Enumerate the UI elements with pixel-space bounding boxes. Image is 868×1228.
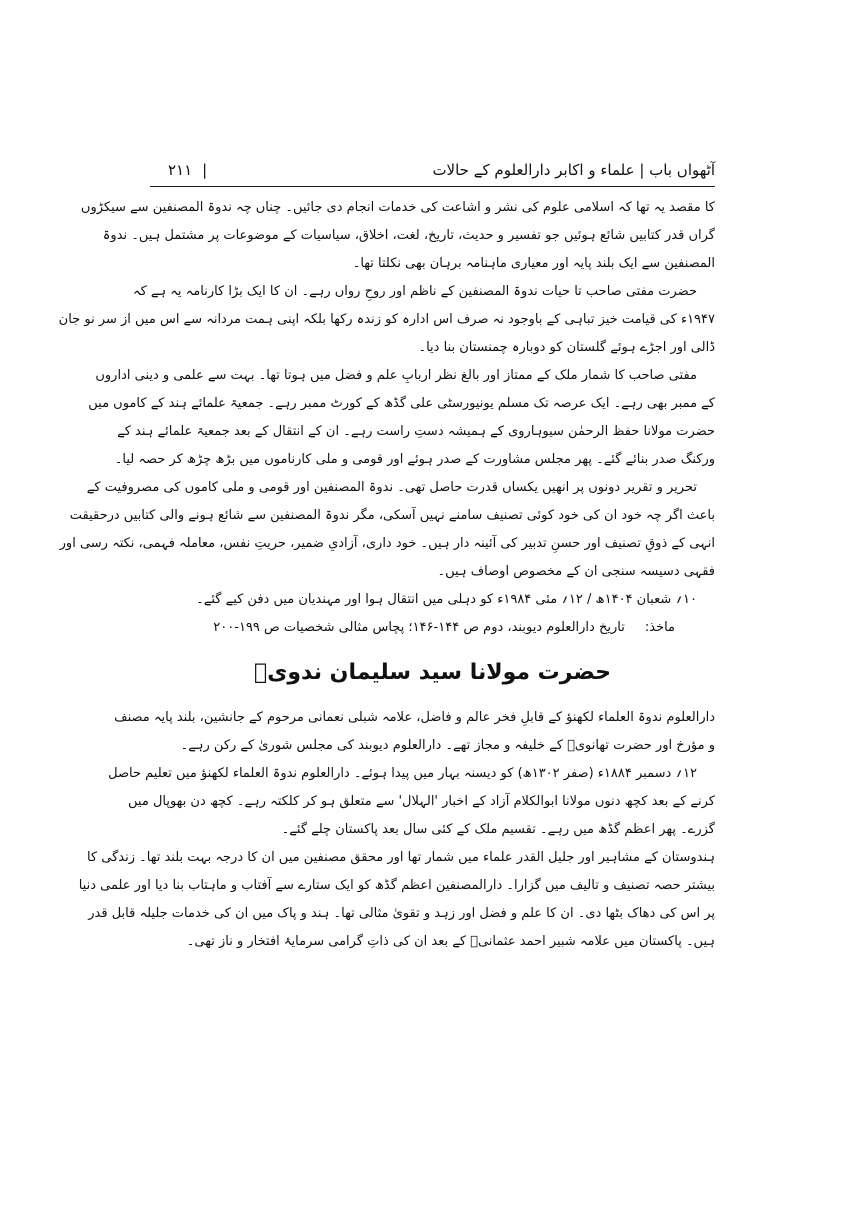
paragraph-1 bbox=[80, 194, 715, 278]
text-line: المصنفین سے ایک بلند پایہ اور معیاری ماہنامہ برہان بھی نکلتا تھا۔ bbox=[352, 256, 715, 271]
paragraph-8 bbox=[78, 844, 715, 956]
paragraph-7 bbox=[108, 760, 715, 844]
text-line: حضرت مولانا حفظ الرحمٰن سیوہاروی کے ہمیشہ دستِ راست رہے۔ ان کے انتقال کے بعد جمعیۃ علمائے ہند کے bbox=[117, 424, 715, 439]
text-line: تحریر و تقریر دونوں پر انھیں یکساں قدرت حاصل تھی۔ ندوۃ المصنفین اور قومی و ملی کاموں کی مصروفیت کے bbox=[86, 480, 697, 495]
paragraph-3 bbox=[88, 362, 715, 474]
header-rule bbox=[150, 186, 715, 187]
text-line: بیشتر حصہ تصنیف و تالیف میں گزارا۔ دارالمصنفین اعظم گڈھ کو ایک ستارے سے آفتاب و ماہتاب بنا دیا اور علمی دنیا bbox=[78, 878, 715, 893]
text-line: گزرے۔ پھر اعظم گڈھ میں رہے۔ تقسیم ملک کے کئی سال بعد پاکستان چلے گئے۔ bbox=[281, 822, 715, 837]
source-text: تاریخ دارالعلوم دیوبند، دوم ص ۱۴۴-۱۴۶؛ پچاس مثالی شخصیات ص ۱۹۹-۲۰۰ bbox=[213, 620, 625, 635]
text-line: پر اس کی دھاک بٹھا دی۔ ان کا علم و فضل اور زہد و تقویٰ مثالی تھا۔ ہند و پاک میں ان کی خدمات جلیلہ قابل قدر bbox=[88, 906, 715, 921]
section-heading: حضرت مولانا سید سلیمان ندویؒ bbox=[254, 660, 611, 685]
text-line: کرنے کے بعد کچھ دنوں مولانا ابوالکلام آزاد کے اخبار 'الہلال' سے متعلق ہو کر کلکتہ رہے۔ کچھ دن بھوپال میں bbox=[128, 794, 715, 809]
text-line: ہندوستان کے مشاہیر اور جلیل القدر علماء میں شمار تھا اور محقق مصنفین میں ان کا درجہ بہت بلند تھا۔ زندگی کا bbox=[86, 850, 715, 865]
text-line: کے ممبر بھی رہے۔ ایک عرصہ تک مسلم یونیورسٹی علی گڈھ کے کورٹ ممبر رہے۔ جمعیۃ علمائے ہند کے کاموں میں bbox=[88, 396, 715, 411]
text-line: مفتی صاحب کا شمار ملک کے ممتاز اور بالغ نظر اربابِ علم و فضل میں ہوتا تھا۔ بہت سے علمی و دینی اداروں bbox=[95, 368, 697, 383]
text-line: ۱۹۴۷ء کی قیامت خیز تباہی کے باوجود نہ صرف اس ادارہ کو زندہ رکھا بلکہ اپنی ہمت مردانہ سے اس میں از سر نو جان bbox=[58, 312, 715, 327]
text-line: دارالعلوم ندوۃ العلماء لکھنؤ کے قابلِ فخر عالم و فاضل، علامہ شبلی نعمانی مرحوم کے جانشین، بلند پایہ مصنف bbox=[114, 710, 715, 725]
text-line: ہیں۔ پاکستان میں علامہ شبیر احمد عثمانیؒ کے بعد ان کی ذاتِ گرامی سرمایۂ افتخار و ناز تھی۔ bbox=[186, 934, 715, 949]
text-line: انہی کے ذوقِ تصنیف اور حسنِ تدبیر کی آئینہ دار ہیں۔ خود داری، آزادیِ ضمیر، حریتِ نفس، معاملہ فہمی، نکتہ رسی اور bbox=[59, 536, 715, 551]
page-number: ۲۱۱ bbox=[168, 161, 193, 179]
text-line: ۱۰؍ شعبان ۱۴۰۴ھ / ۱۲؍ مئی ۱۹۸۴ء کو دہلی میں انتقال ہوا اور مہندیان میں دفن کیے گئے۔ bbox=[196, 592, 697, 607]
paragraph-5 bbox=[150, 586, 715, 614]
paragraph-4 bbox=[59, 474, 715, 586]
source-label: ماخذ: bbox=[644, 620, 675, 635]
text-line: باعث اگر چہ خود ان کی خود کوئی تصنیف سامنے نہیں آسکی، مگر ندوۃ المصنفین سے شائع ہونے والی کتابیں درحقیقت bbox=[69, 508, 715, 523]
page-body bbox=[58, 194, 715, 956]
running-header bbox=[150, 158, 715, 182]
source-citation bbox=[150, 614, 715, 642]
paragraph-6 bbox=[114, 704, 715, 760]
text-line: گراں قدر کتابیں شائع ہوئیں جو تفسیر و حدیث، تاریخ، لغت، اخلاق، سیاسیات کے موضوعات پر مشتمل ہیں۔ ندوۃ bbox=[102, 228, 715, 243]
text-line: ڈالی اور اجڑے ہوئے گلستان کو دوبارہ چمنستان بنا دیا۔ bbox=[418, 340, 715, 355]
text-line: ورکنگ صدر بنائے گئے۔ پھر مجلس مشاورت کے صدر ہوئے اور قومی و ملی کارناموں میں بڑھ چڑھ کر حصہ لیا۔ bbox=[114, 452, 715, 467]
text-line: کا مقصد یہ تھا کہ اسلامی علوم کی نشر و اشاعت کی خدمات انجام دی جائیں۔ چناں چہ ندوۃ المصنفین سے سیکڑوں bbox=[80, 200, 715, 215]
running-header-title: آٹھواں باب | علماء و اکابر دارالعلوم کے حالات bbox=[432, 161, 715, 179]
header-separator: | bbox=[202, 161, 208, 179]
text-line: حضرت مفتی صاحب تا حیات ندوۃ المصنفین کے ناظم اور روحِ رواں رہے۔ ان کا ایک بڑا کارنامہ یہ ہے کہ bbox=[132, 284, 697, 299]
paragraph-2 bbox=[58, 278, 715, 362]
text-line: و مؤرخ اور حضرت تھانویؒ کے خلیفہ و مجاز تھے۔ دارالعلوم دیوبند کی مجلس شوریٰ کے رکن رہے۔ bbox=[180, 738, 715, 753]
text-line: فقہی دسیسہ سنجی ان کے مخصوص اوصاف ہیں۔ bbox=[437, 564, 715, 579]
text-line: ۱۲؍ دسمبر ۱۸۸۴ء (صفر ۱۳۰۲ھ) کو دیسنہ بہار میں پیدا ہوئے۔ دارالعلوم ندوۃ العلماء لکھنؤ میں تعلیم حاصل bbox=[108, 766, 697, 781]
